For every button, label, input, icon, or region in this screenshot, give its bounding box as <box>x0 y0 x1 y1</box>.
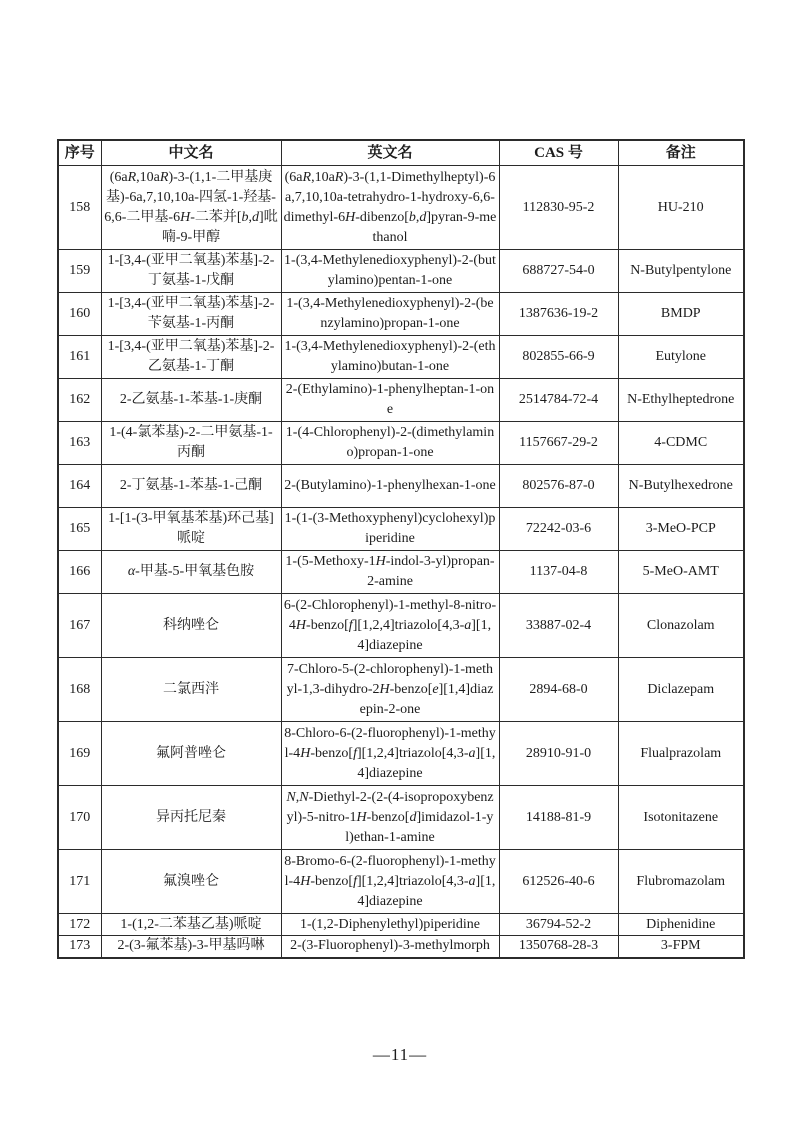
page-number: —11— <box>372 1045 428 1064</box>
cell-cas-number: 688727-54-0 <box>499 250 618 293</box>
col-header-chinese: 中文名 <box>101 140 281 166</box>
cell-seq: 172 <box>58 914 101 936</box>
cell-cas-number: 1387636-19-2 <box>499 293 618 336</box>
cell-cas-number: 2894-68-0 <box>499 658 618 722</box>
cell-cas-number: 612526-40-6 <box>499 850 618 914</box>
cell-chinese-name: 氟溴唑仑 <box>101 850 281 914</box>
cell-chinese-name: α-甲基-5-甲氧基色胺 <box>101 551 281 594</box>
cell-remark: Diclazepam <box>618 658 744 722</box>
cell-remark: BMDP <box>618 293 744 336</box>
cell-english-name: 2-(Butylamino)-1-phenylhexan-1-one <box>281 465 499 508</box>
cell-chinese-name: 二氯西泮 <box>101 658 281 722</box>
cell-chinese-name: 1-[3,4-(亚甲二氧基)苯基]-2-丁氨基-1-戊酮 <box>101 250 281 293</box>
cell-seq: 163 <box>58 422 101 465</box>
table-header <box>58 140 744 166</box>
table-row <box>58 336 744 379</box>
cell-english-name: 1-(5-Methoxy-1H-indol-3-yl)propan-2-amine <box>281 551 499 594</box>
cell-cas-number: 802855-66-9 <box>499 336 618 379</box>
cell-chinese-name: 异丙托尼秦 <box>101 786 281 850</box>
cell-seq: 164 <box>58 465 101 508</box>
table-row <box>58 551 744 594</box>
table-row <box>58 722 744 786</box>
cell-seq: 173 <box>58 936 101 958</box>
cell-seq: 158 <box>58 166 101 250</box>
table-row <box>58 594 744 658</box>
cell-english-name: 1-(1-(3-Methoxyphenyl)cyclohexyl)piperidine <box>281 508 499 551</box>
cell-english-name: 1-(3,4-Methylenedioxyphenyl)-2-(benzylamino)propan-1-one <box>281 293 499 336</box>
col-header-cas: CAS 号 <box>499 140 618 166</box>
cell-english-name: 8-Bromo-6-(2-fluorophenyl)-1-methyl-4H-benzo[f][1,2,4]triazolo[4,3-a][1,4]diazepine <box>281 850 499 914</box>
cell-chinese-name: 1-[3,4-(亚甲二氧基)苯基]-2-乙氨基-1-丁酮 <box>101 336 281 379</box>
cell-seq: 165 <box>58 508 101 551</box>
cell-seq: 166 <box>58 551 101 594</box>
cell-chinese-name: 1-(4-氯苯基)-2-二甲氨基-1-丙酮 <box>101 422 281 465</box>
cell-remark: N-Ethylheptedrone <box>618 379 744 422</box>
cell-remark: 3-FPM <box>618 936 744 958</box>
cell-english-name: N,N-Diethyl-2-(2-(4-isopropoxybenzyl)-5-nitro-1H-benzo[d]imidazol-1-yl)ethan-1-amine <box>281 786 499 850</box>
cell-chinese-name: 1-(1,2-二苯基乙基)哌啶 <box>101 914 281 936</box>
table-row <box>58 422 744 465</box>
cell-remark: Isotonitazene <box>618 786 744 850</box>
table-row <box>58 379 744 422</box>
cell-seq: 162 <box>58 379 101 422</box>
cell-cas-number: 112830-95-2 <box>499 166 618 250</box>
cell-seq: 170 <box>58 786 101 850</box>
cell-cas-number: 1157667-29-2 <box>499 422 618 465</box>
cell-remark: Clonazolam <box>618 594 744 658</box>
cell-remark: N-Butylhexedrone <box>618 465 744 508</box>
cell-remark: Flualprazolam <box>618 722 744 786</box>
cell-seq: 160 <box>58 293 101 336</box>
table-body <box>58 166 744 958</box>
cell-remark: 5-MeO-AMT <box>618 551 744 594</box>
cell-english-name: 2-(3-Fluorophenyl)-3-methylmorph <box>281 936 499 958</box>
cell-english-name: 1-(4-Chlorophenyl)-2-(dimethylamino)propan-1-one <box>281 422 499 465</box>
table-row <box>58 658 744 722</box>
cell-cas-number: 36794-52-2 <box>499 914 618 936</box>
cell-remark: Eutylone <box>618 336 744 379</box>
col-header-english: 英文名 <box>281 140 499 166</box>
cell-english-name: 1-(3,4-Methylenedioxyphenyl)-2-(butylamino)pentan-1-one <box>281 250 499 293</box>
cell-chinese-name: (6aR,10aR)-3-(1,1-二甲基庚基)-6a,7,10,10a-四氢-1-羟基-6,6-二甲基-6H-二苯并[b,d]吡喃-9-甲醇 <box>101 166 281 250</box>
cell-seq: 161 <box>58 336 101 379</box>
cell-remark: HU-210 <box>618 166 744 250</box>
cell-english-name: 2-(Ethylamino)-1-phenylheptan-1-one <box>281 379 499 422</box>
col-header-seq: 序号 <box>58 140 101 166</box>
cell-cas-number: 1137-04-8 <box>499 551 618 594</box>
cell-chinese-name: 1-[1-(3-甲氧基苯基)环己基]哌啶 <box>101 508 281 551</box>
cell-english-name: (6aR,10aR)-3-(1,1-Dimethylheptyl)-6a,7,10,10a-tetrahydro-1-hydroxy-6,6-dimethyl-6H-dibenzo[b,d]pyran-9-methanol <box>281 166 499 250</box>
cell-remark: Diphenidine <box>618 914 744 936</box>
cell-cas-number: 14188-81-9 <box>499 786 618 850</box>
cell-chinese-name: 科纳唑仑 <box>101 594 281 658</box>
table-row <box>58 508 744 551</box>
table-row <box>58 936 744 958</box>
cell-cas-number: 28910-91-0 <box>499 722 618 786</box>
table-row <box>58 850 744 914</box>
cell-remark: N-Butylpentylone <box>618 250 744 293</box>
cell-remark: Flubromazolam <box>618 850 744 914</box>
table-row <box>58 465 744 508</box>
cell-chinese-name: 2-丁氨基-1-苯基-1-己酮 <box>101 465 281 508</box>
cell-english-name: 8-Chloro-6-(2-fluorophenyl)-1-methyl-4H-benzo[f][1,2,4]triazolo[4,3-a][1,4]diazepine <box>281 722 499 786</box>
cell-seq: 168 <box>58 658 101 722</box>
cell-chinese-name: 2-乙氨基-1-苯基-1-庚酮 <box>101 379 281 422</box>
cell-seq: 171 <box>58 850 101 914</box>
cell-cas-number: 72242-03-6 <box>499 508 618 551</box>
cell-remark: 4-CDMC <box>618 422 744 465</box>
cell-cas-number: 2514784-72-4 <box>499 379 618 422</box>
cell-cas-number: 1350768-28-3 <box>499 936 618 958</box>
cell-remark: 3-MeO-PCP <box>618 508 744 551</box>
cell-cas-number: 33887-02-4 <box>499 594 618 658</box>
table-row <box>58 250 744 293</box>
cell-chinese-name: 氟阿普唑仑 <box>101 722 281 786</box>
cell-seq: 169 <box>58 722 101 786</box>
table-row <box>58 293 744 336</box>
cell-chinese-name: 1-[3,4-(亚甲二氧基)苯基]-2-苄氨基-1-丙酮 <box>101 293 281 336</box>
header-row <box>58 140 744 166</box>
cell-seq: 167 <box>58 594 101 658</box>
cell-chinese-name: 2-(3-氟苯基)-3-甲基吗啉 <box>101 936 281 958</box>
cell-english-name: 6-(2-Chlorophenyl)-1-methyl-8-nitro-4H-benzo[f][1,2,4]triazolo[4,3-a][1,4]diazepine <box>281 594 499 658</box>
table-row <box>58 786 744 850</box>
table-row <box>58 914 744 936</box>
substances-table <box>57 139 745 959</box>
cell-cas-number: 802576-87-0 <box>499 465 618 508</box>
table-row <box>58 166 744 250</box>
cell-seq: 159 <box>58 250 101 293</box>
col-header-remark: 备注 <box>618 140 744 166</box>
cell-english-name: 1-(1,2-Diphenylethyl)piperidine <box>281 914 499 936</box>
cell-english-name: 7-Chloro-5-(2-chlorophenyl)-1-methyl-1,3-dihydro-2H-benzo[e][1,4]diazepin-2-one <box>281 658 499 722</box>
cell-english-name: 1-(3,4-Methylenedioxyphenyl)-2-(ethylamino)butan-1-one <box>281 336 499 379</box>
